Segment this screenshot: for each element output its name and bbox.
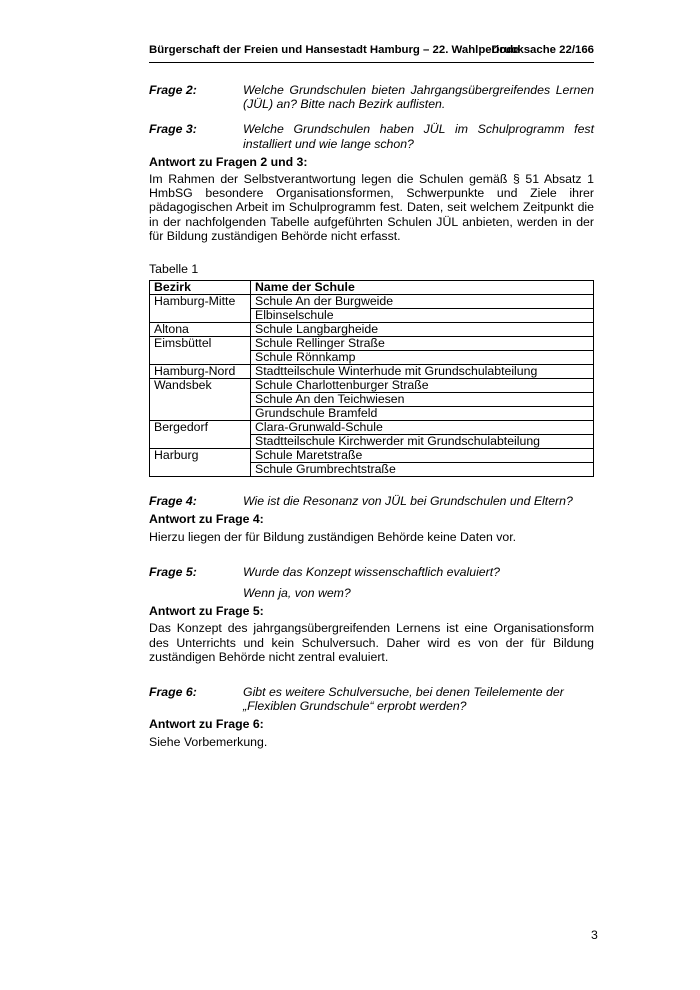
question-5 (149, 565, 594, 600)
school-cell: Stadtteilschule Winterhude mit Grundschulabteilung (251, 365, 594, 379)
district-cell: Hamburg-Nord (150, 365, 251, 379)
question-label: Frage 4: (149, 494, 197, 509)
table-row (150, 323, 594, 337)
question-label: Frage 2: (149, 83, 197, 97)
table-row (150, 379, 594, 393)
question-4 (149, 494, 594, 508)
question-label: Frage 5: (149, 564, 197, 579)
school-cell: Schule An der Burgweide (251, 295, 594, 309)
question-2 (149, 83, 594, 111)
question-text: Wurde das Konzept wissenschaftlich evaluiert? (243, 564, 500, 579)
question-text: Welche Grundschulen haben JÜL im Schulprogramm fest installiert und wie lange schon? (243, 122, 594, 151)
table-row (150, 407, 594, 421)
table-row (150, 351, 594, 365)
question-6 (149, 685, 594, 713)
school-cell: Elbinselschule (251, 309, 594, 323)
district-cell: Bergedorf (150, 421, 251, 435)
question-label: Frage 6: (149, 685, 197, 700)
document-number: Drucksache 22/166 (491, 44, 594, 56)
school-cell: Schule Langbargheide (251, 323, 594, 337)
district-cell: Harburg (150, 449, 251, 463)
table-caption: Tabelle 1 (149, 262, 199, 277)
district-cell (150, 407, 251, 421)
answer-text: Siehe Vorbemerkung. (149, 734, 268, 749)
answer-heading: Antwort zu Fragen 2 und 3: (149, 154, 308, 169)
table-header-row (150, 281, 594, 295)
table-row (150, 449, 594, 463)
school-cell: Schule Rönnkamp (251, 351, 594, 365)
header-title: Bürgerschaft der Freien und Hansestadt Hamburg – 22. Wahlperiode (149, 44, 520, 56)
question-text: Welche Grundschulen bieten Jahrgangsübergreifendes Lernen (JÜL) an? Bitte nach Bezirk auflisten. (243, 83, 594, 112)
district-cell (150, 393, 251, 407)
answer-text: Hierzu liegen der für Bildung zuständigen Behörde keine Daten vor. (149, 529, 517, 544)
table-row (150, 435, 594, 449)
question-text: Wie ist die Resonanz von JÜL bei Grundschulen und Eltern? (243, 494, 573, 509)
school-cell: Schule Maretstraße (251, 449, 594, 463)
school-cell: Stadtteilschule Kirchwerder mit Grundschulabteilung (251, 435, 594, 449)
table-row (150, 393, 594, 407)
district-cell: Altona (150, 323, 251, 337)
table-row (150, 365, 594, 379)
answer-heading: Antwort zu Frage 4: (149, 512, 264, 527)
schools-table (149, 280, 594, 477)
column-header: Bezirk (150, 281, 251, 295)
district-cell: Eimsbüttel (150, 337, 251, 351)
table-row (150, 421, 594, 435)
table-row (150, 309, 594, 323)
school-cell: Schule An den Teichwiesen (251, 393, 594, 407)
question-text: Gibt es weitere Schulversuche, bei denen Teilelemente der „Flexiblen Grundschule“ erprobt werden? (243, 685, 564, 714)
district-cell (150, 309, 251, 323)
answer-heading: Antwort zu Frage 6: (149, 717, 264, 732)
document-body (149, 83, 594, 770)
district-cell: Hamburg-Mitte (150, 295, 251, 309)
answer-heading: Antwort zu Frage 5: (149, 604, 264, 619)
table-row (150, 463, 594, 477)
table-row (150, 337, 594, 351)
district-cell (150, 463, 251, 477)
question-3 (149, 122, 594, 150)
district-cell (150, 351, 251, 365)
school-cell: Clara-Grunwald-Schule (251, 421, 594, 435)
question-text: Wenn ja, von wem? (243, 586, 351, 601)
column-header: Name der Schule (251, 281, 594, 295)
question-label: Frage 3: (149, 122, 197, 137)
district-cell (150, 435, 251, 449)
page-number: 3 (591, 928, 598, 942)
district-cell: Wandsbek (150, 379, 251, 393)
answer-text: Das Konzept des jahrgangsübergreifenden Lernens ist eine Organisationsform des Unterrichts und kein Schulversuch. Daher wird es von der für Bildung zuständigen Behörde nicht zentral evaluiert. (149, 621, 594, 664)
answer-text: Im Rahmen der Selbstverantwortung legen die Schulen gemäß § 51 Absatz 1 HmbSG besondere Organisationsformen, Schwerpunkte und Ziele ihrer pädagogischen Arbeit im Schulprogramm fest. Daten, seit welchem Zeitpunkt die in der nachfolgenden Tabelle aufgeführten Schulen JÜL anbieten, werden in der für Bildung zuständigen Behörde nicht erfasst. (149, 172, 594, 243)
school-cell: Grundschule Bramfeld (251, 407, 594, 421)
page-header (149, 43, 594, 63)
school-cell: Schule Charlottenburger Straße (251, 379, 594, 393)
school-cell: Schule Grumbrechtstraße (251, 463, 594, 477)
table-row (150, 295, 594, 309)
school-cell: Schule Rellinger Straße (251, 337, 594, 351)
